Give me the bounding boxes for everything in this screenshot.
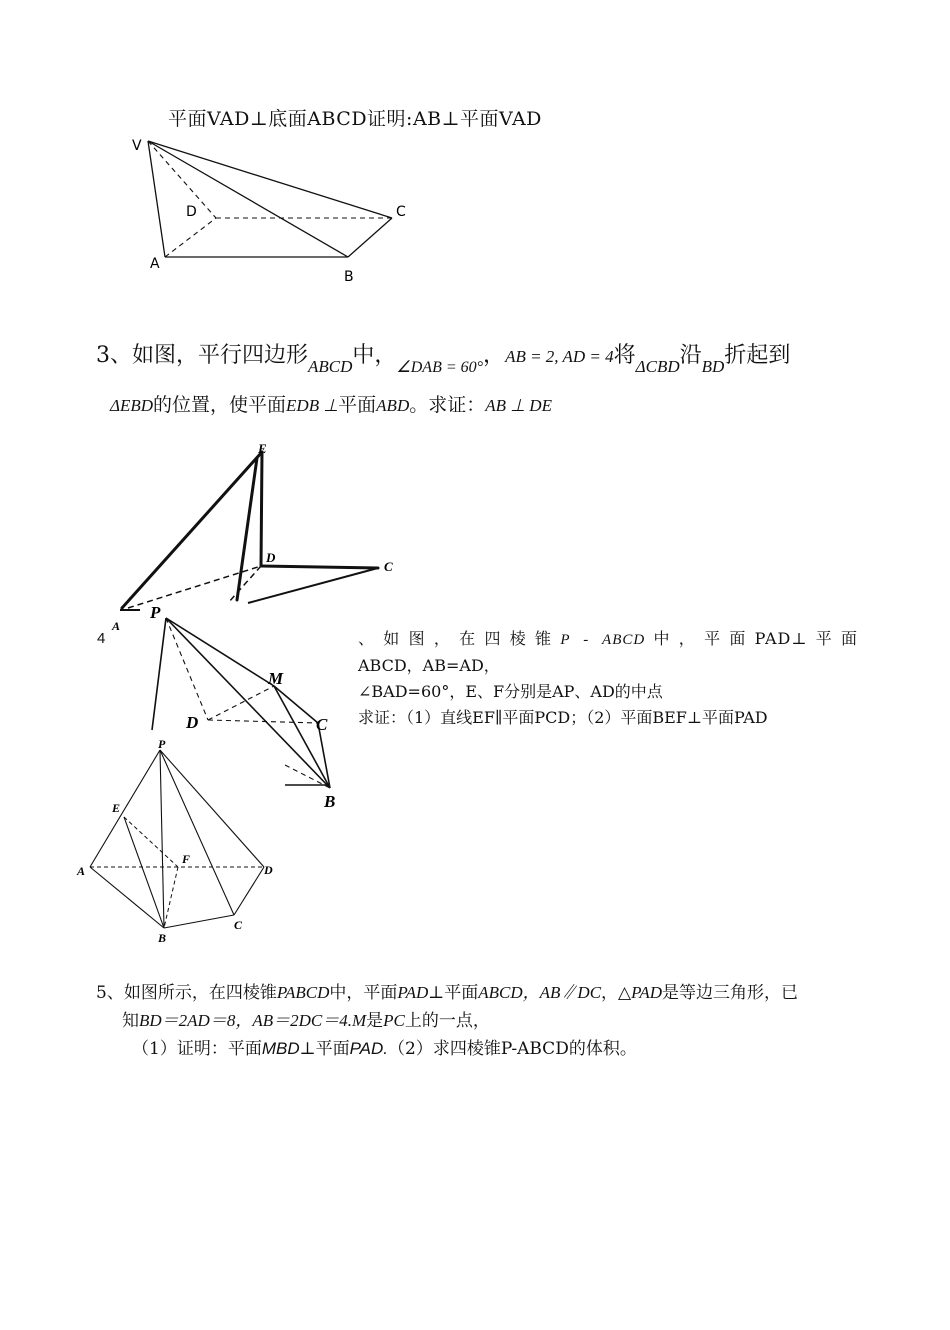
label-v: V xyxy=(132,138,142,154)
label-d: D xyxy=(186,713,199,732)
problem5-line2: 知BD＝2AD＝8，AB＝2DC＝4.M是PC上的一点， xyxy=(122,1011,490,1031)
label-c: C xyxy=(234,918,243,932)
edge-e-inner xyxy=(237,458,257,600)
problem4-line4: 求证：（1）直线EF∥平面PCD；（2）平面BEF⊥平面PAD xyxy=(358,708,768,727)
problem4-figure-2 xyxy=(74,735,294,950)
edge-ad xyxy=(165,218,216,257)
label-b: B xyxy=(324,792,336,811)
problem3-line2: ΔEBD的位置，使平面EDB ⊥平面ABD。求证：AB ⊥ DE xyxy=(110,394,552,416)
label-e: E xyxy=(258,441,267,456)
edge-mc xyxy=(274,686,318,723)
edge-dc xyxy=(208,720,318,723)
edge-ef xyxy=(124,817,178,867)
label-b: B xyxy=(158,931,167,945)
label-a: A xyxy=(112,619,121,633)
problem5-line1: 5、如图所示，在四棱锥PABCD中，平面PAD⊥平面ABCD，AB∥DC，△PAD是等边三角形，已 xyxy=(96,983,798,1003)
problem4-line3: ∠BAD=60°，E、F分别是AP、AD的中点 xyxy=(358,682,663,701)
edge-vc xyxy=(148,141,392,218)
problem4-number: 4 xyxy=(97,630,106,647)
edge-pa xyxy=(152,618,166,730)
edge-pa xyxy=(90,750,160,867)
edge-fb xyxy=(164,867,178,928)
label-c: C xyxy=(396,204,406,220)
edge-dc xyxy=(261,566,378,568)
edge-cb xyxy=(248,568,378,603)
label-d: D xyxy=(266,550,276,565)
edge-dm xyxy=(208,686,274,720)
problem5-text xyxy=(96,979,861,1063)
edge-pd xyxy=(166,618,208,720)
edge-cd xyxy=(234,867,264,915)
label-a: A xyxy=(77,864,86,878)
problem2-figure xyxy=(120,130,420,290)
label-a: A xyxy=(150,256,160,272)
label-d: D xyxy=(264,863,273,877)
label-f: F xyxy=(182,852,191,866)
edge-bc xyxy=(164,915,234,928)
edge-pm xyxy=(166,618,274,686)
problem4-line1: 、如图，在四棱锥P - ABCD中，平面PAD⊥平面 xyxy=(358,629,858,648)
problem4-text xyxy=(358,626,858,731)
edge-pd xyxy=(160,750,264,867)
label-p: P xyxy=(150,603,161,622)
edge-pc xyxy=(160,750,234,915)
label-p: P xyxy=(158,737,166,751)
edge-ed xyxy=(261,452,262,566)
problem4-line2: ABCD，AB=AD， xyxy=(358,656,500,675)
label-d: D xyxy=(186,204,197,220)
edge-vb xyxy=(148,141,348,257)
edge-bc xyxy=(348,218,392,257)
problem2-statement: 平面VAD⊥底面ABCD证明:AB⊥平面VAD xyxy=(168,108,542,130)
edge-ea xyxy=(122,452,262,608)
problem5-line3: （1）证明：平面MBD⊥平面PAD.（2）求四棱锥P-ABCD的体积。 xyxy=(132,1039,637,1059)
label-b: B xyxy=(344,269,354,285)
label-m: M xyxy=(268,669,284,688)
problem3-line1: 3、如图，平行四边形$_{ABCD}$中，$_{\angle DAB = 60^\circ}$，AB = 2, AD = 4将$_{\Delta CBD}$沿$_{BD}$折起到 xyxy=(96,343,791,376)
label-e: E xyxy=(112,801,121,815)
label-c: C xyxy=(316,715,328,734)
edge-va xyxy=(148,141,165,257)
label-c: C xyxy=(384,559,393,574)
edge-pb xyxy=(160,750,164,928)
